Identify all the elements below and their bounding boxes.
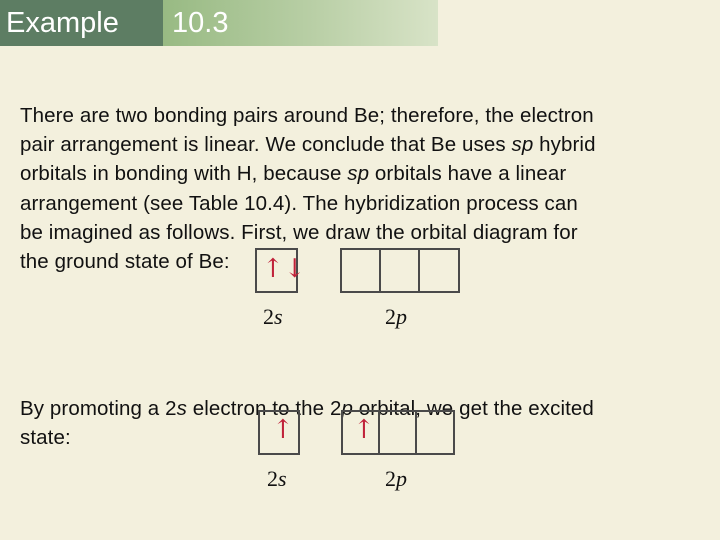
paragraph-excited-state	[20, 394, 710, 452]
example-number: 10.3	[163, 0, 438, 46]
text-line: be imagined as follows. First, we draw the orbital diagram for	[20, 220, 578, 244]
orbital-label-2p: 2p	[385, 466, 407, 491]
text-line: arrangement (see Table 10.4). The hybridization process can	[20, 191, 578, 215]
text-line: pair arrangement is linear. We conclude that Be uses	[20, 133, 512, 157]
italic-term: sp	[347, 162, 370, 186]
electron-pair-arrow: ↑↓	[262, 254, 306, 284]
italic-term: s	[176, 397, 187, 420]
example-label: Example	[0, 0, 163, 46]
text-line: the ground state of Be:	[20, 250, 230, 274]
title-banner	[0, 0, 438, 46]
text-line: electron to the 2	[186, 397, 342, 420]
electron-arrow: ↑	[272, 415, 294, 445]
text-line: orbital, we get the excited	[352, 397, 594, 420]
text-line: state:	[20, 426, 71, 450]
text-line: orbitals have a linear	[369, 162, 567, 186]
orbital-label-2s: 2s	[263, 304, 283, 329]
paragraph-ground-state	[20, 101, 710, 276]
electron-arrow: ↑	[353, 415, 375, 445]
text-line: There are two bonding pairs around Be; therefore, the electron	[20, 104, 594, 127]
orbital-label-2p: 2p	[385, 304, 407, 329]
text-line: hybrid	[533, 133, 596, 157]
text-line: By promoting a 2	[20, 397, 177, 420]
text-line: orbitals in bonding with H, because	[20, 162, 348, 186]
orbital-label-2s: 2s	[267, 466, 287, 491]
italic-term: sp	[511, 133, 534, 157]
italic-term: p	[341, 397, 353, 420]
